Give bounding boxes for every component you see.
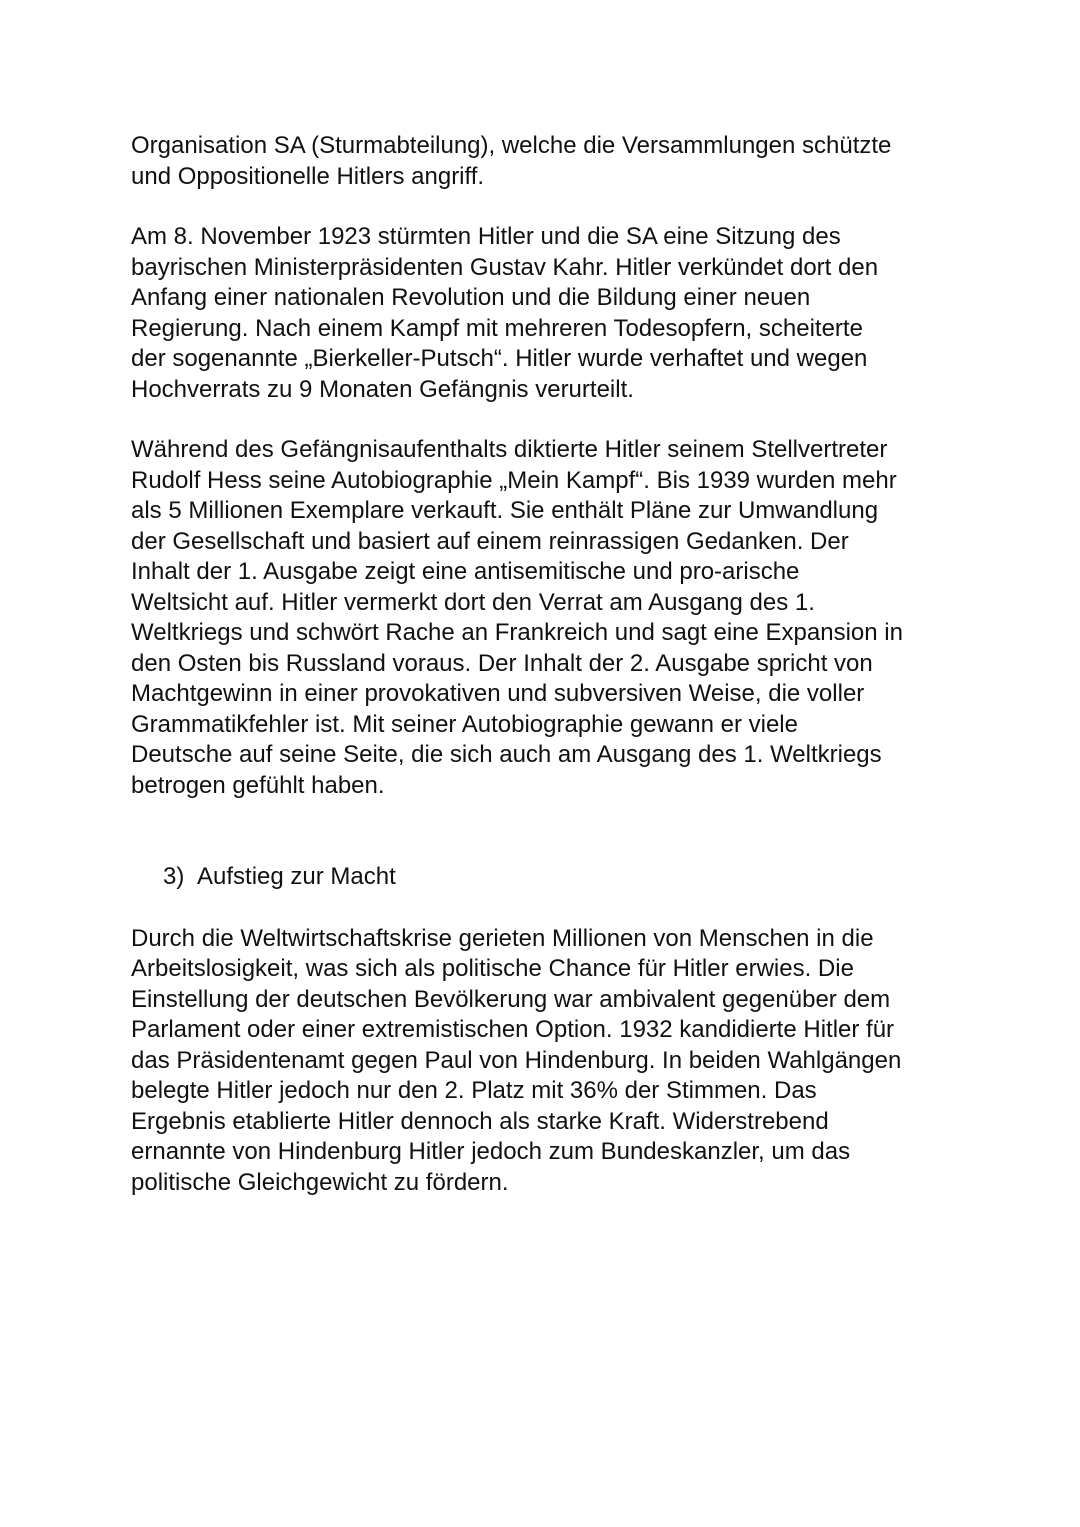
text-line: Parlament oder einer extremistischen Option. 1932 kandidierte Hitler für: [131, 1016, 895, 1043]
text-line: das Präsidentenamt gegen Paul von Hindenburg. In beiden Wahlgängen: [131, 1046, 902, 1074]
text-line: betrogen gefühlt haben.: [131, 771, 385, 799]
text-line: Ergebnis etablierte Hitler dennoch als starke Kraft. Widerstrebend: [131, 1107, 829, 1135]
text-line: Weltkriegs und schwört Rache an Frankreich und sagt eine Expansion in: [131, 619, 903, 646]
text-line: der Gesellschaft und basiert auf einem reinrassigen Gedanken. Der: [131, 527, 849, 555]
text-line: Arbeitslosigkeit, was sich als politische Chance für Hitler erwies. Die: [131, 955, 854, 982]
text-line: Organisation SA (Sturmabteilung), welche die Versammlungen schützte: [131, 132, 892, 159]
text-line: Inhalt der 1. Ausgabe zeigt eine antisemitische und pro-arische: [131, 558, 800, 585]
text-line: Deutsche auf seine Seite, die sich auch am Ausgang des 1. Weltkriegs: [131, 741, 882, 768]
text-line: der sogenannte „Bierkeller-Putsch“. Hitler wurde verhaftet und wegen: [131, 345, 868, 372]
text-line: belegte Hitler jedoch nur den 2. Platz mit 36% der Stimmen. Das: [131, 1077, 817, 1104]
paragraph-sa-organisation: [131, 131, 961, 192]
text-line: Anfang einer nationalen Revolution und die Bildung einer neuen: [131, 284, 811, 311]
text-line: Durch die Weltwirtschaftskrise gerieten Millionen von Menschen in die: [131, 924, 874, 952]
text-line: politische Gleichgewicht zu fördern.: [131, 1168, 509, 1196]
document-page: [131, 131, 961, 1198]
text-line: Hochverrats zu 9 Monaten Gefängnis verurteilt.: [131, 375, 634, 403]
section-heading: [131, 862, 961, 893]
text-line: als 5 Millionen Exemplare verkauft. Sie enthält Pläne zur Umwandlung: [131, 497, 879, 524]
text-line: Machtgewinn in einer provokativen und subversiven Weise, die voller: [131, 680, 865, 707]
text-line: den Osten bis Russland voraus. Der Inhalt der 2. Ausgabe spricht von: [131, 649, 873, 677]
text-line: Weltsicht auf. Hitler vermerkt dort den Verrat am Ausgang des 1.: [131, 588, 815, 616]
text-line: Am 8. November 1923 stürmten Hitler und die SA eine Sitzung des: [131, 223, 841, 250]
text-line: Rudolf Hess seine Autobiographie „Mein Kampf“. Bis 1939 wurden mehr: [131, 466, 897, 494]
section-number: 3): [163, 863, 185, 890]
paragraph-aufstieg: [131, 924, 961, 1199]
text-line: Einstellung der deutschen Bevölkerung war ambivalent gegenüber dem: [131, 985, 891, 1013]
text-line: Grammatikfehler ist. Mit seiner Autobiographie gewann er viele: [131, 710, 798, 738]
paragraph-bierkeller-putsch: [131, 222, 961, 405]
section-title: Aufstieg zur Macht: [197, 863, 396, 890]
text-line: und Oppositionelle Hitlers angriff.: [131, 162, 485, 190]
text-line: bayrischen Ministerpräsidenten Gustav Kahr. Hitler verkündet dort den: [131, 253, 879, 281]
paragraph-mein-kampf: [131, 435, 961, 801]
text-line: ernannte von Hindenburg Hitler jedoch zum Bundeskanzler, um das: [131, 1138, 851, 1165]
text-line: Regierung. Nach einem Kampf mit mehreren Todesopfern, scheiterte: [131, 314, 863, 342]
text-line: Während des Gefängnisaufenthalts diktierte Hitler seinem Stellvertreter: [131, 436, 888, 463]
